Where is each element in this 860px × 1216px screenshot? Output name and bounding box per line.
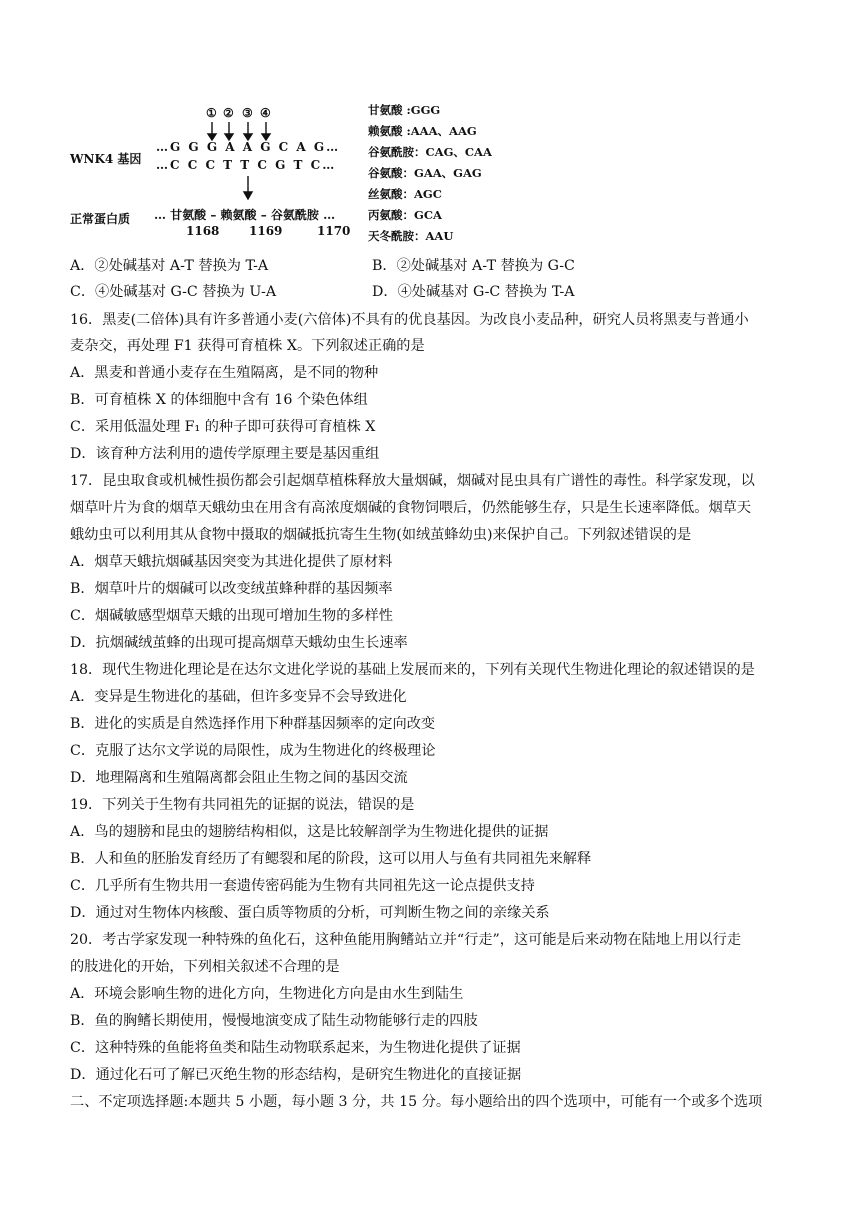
q18-option-a: A．变异是生物进化的基础，但许多变异不会导致进化 [70,689,407,705]
q17-option-a: A．烟草天蛾抗烟碱基因突变为其进化提供了原材料 [70,554,393,570]
q18-option-c: C．克服了达尔文学说的局限性，成为生物进化的终极理论 [70,743,436,759]
codon-row: 谷氨酰胺：CAG、CAA [368,145,492,159]
q15-option-a: A．②处碱基对 A-T 替换为 T-A [70,258,269,274]
q20-stem: 的肢进化的开始，下列相关叙述不合理的是 [70,959,340,975]
q17-option-b: B．烟草叶片的烟碱可以改变绒茧蜂种群的基因频率 [70,581,393,597]
q15-option-b: B．②处碱基对 A-T 替换为 G-C [372,258,575,274]
q15-option-c: C．④处碱基对 G-C 替换为 U-A [70,284,277,300]
protein-label: 正常蛋白质 [70,212,131,226]
q16-option-c: C．采用低温处理 F₁ 的种子即可获得可育植株 X [70,419,376,435]
q19-option-c: C．几乎所有生物共用一套遗传密码能为生物有共同祖先这一论点提供支持 [70,878,535,894]
codon-row: 甘氨酸 :GGG [368,103,441,117]
q17-option-c: C．烟碱敏感型烟草天蛾的出现可增加生物的多样性 [70,608,393,624]
q16-option-a: A．黑麦和普通小麦存在生殖隔离，是不同的物种 [70,365,379,381]
position-1170: 1170 [317,224,351,238]
position-1168: 1168 [186,224,220,238]
codon-row: 丝氨酸：AGC [368,187,442,201]
marker-1: ① [206,106,217,120]
protein-sequence: … 甘氨酸 – 赖氨酸 – 谷氨酰胺 … [154,208,336,222]
codon-row: 天冬酰胺：AAU [368,229,454,243]
q16-option-b: B．可育植株 X 的体细胞中含有 16 个染色体组 [70,392,368,408]
codon-row: 赖氨酸 :AAA、AAG [368,124,477,138]
q19-option-b: B．人和鱼的胚胎发育经历了有鳃裂和尾的阶段，这可以用人与鱼有共同祖先来解释 [70,851,592,867]
marker-4: ④ [260,106,271,120]
strand-bottom: …C C C T T C G T C… [156,158,337,172]
q19-option-a: A．鸟的翅膀和昆虫的翅膀结构相似，这是比较解剖学为生物进化提供的证据 [70,824,549,840]
q17-option-d: D．抗烟碱绒茧蜂的出现可提高烟草天蛾幼虫生长速率 [70,635,408,651]
section-heading: 二、不定项选择题:本题共 5 小题，每小题 3 分，共 15 分。每小题给出的四个选项中，可能有一个或多个选项 [70,1094,763,1110]
marker-3: ③ [242,106,253,120]
q16-stem: 16．黑麦(二倍体)具有许多普通小麦(六倍体)不具有的优良基因。为改良小麦品种，研究人员将黑麦与普通小 [70,312,749,328]
q20-option-b: B．鱼的胸鳍长期使用，慢慢地演变成了陆生动物能够行走的四肢 [70,1013,478,1029]
q17-stem: 烟草叶片为食的烟草天蛾幼虫在用含有高浓度烟碱的食物饲喂后，仍然能够生存，只是生长速率降低。烟草天 [70,500,752,516]
q16-option-d: D．该育种方法利用的遗传学原理主要是基因重组 [70,446,380,462]
q20-option-a: A．环境会影响生物的进化方向，生物进化方向是由水生到陆生 [70,986,464,1002]
q15-option-d: D．④处碱基对 G-C 替换为 T-A [372,284,575,300]
q16-stem: 麦杂交，再处理 F1 获得可育植株 X。下列叙述正确的是 [70,338,425,354]
gene-label: WNK4 基因 [70,152,142,166]
position-1169: 1169 [249,224,283,238]
codon-row: 丙氨酸：GCA [368,208,442,222]
q18-stem: 18．现代生物进化理论是在达尔文进化学说的基础上发展而来的，下列有关现代生物进化理论的叙述错误的是 [70,662,755,678]
strand-top: …G G G A A G C A G… [156,140,341,154]
q20-option-c: C．这种特殊的鱼能将鱼类和陆生动物联系起来，为生物进化提供了证据 [70,1040,521,1056]
marker-2: ② [223,106,234,120]
q17-stem: 17．昆虫取食或机械性损伤都会引起烟草植株释放大量烟碱，烟碱对昆虫具有广谱性的毒性。科学家发现，以 [70,473,755,489]
codon-row: 谷氨酸：GAA、GAG [368,166,482,180]
q20-stem: 20．考古学家发现一种特殊的鱼化石，这种鱼能用胸鳍站立并“行走”，这可能是后来动物在陆地上用以行走 [70,932,742,948]
q18-option-b: B．进化的实质是自然选择作用下种群基因频率的定向改变 [70,716,436,732]
q19-option-d: D．通过对生物体内核酸、蛋白质等物质的分析，可判断生物之间的亲缘关系 [70,905,550,921]
q15-options [70,256,800,300]
q18-option-d: D．地理隔离和生殖隔离都会阻止生物之间的基因交流 [70,770,408,786]
q17-stem: 蛾幼虫可以利用其从食物中摄取的烟碱抵抗寄生生物(如绒茧蜂幼虫)来保护自己。下列叙述错误的是 [70,527,692,543]
q19-stem: 19．下列关于生物有共同祖先的证据的说法，错误的是 [70,797,415,813]
q20-option-d: D．通过化石可了解已灭绝生物的形态结构，是研究生物进化的直接证据 [70,1067,522,1083]
